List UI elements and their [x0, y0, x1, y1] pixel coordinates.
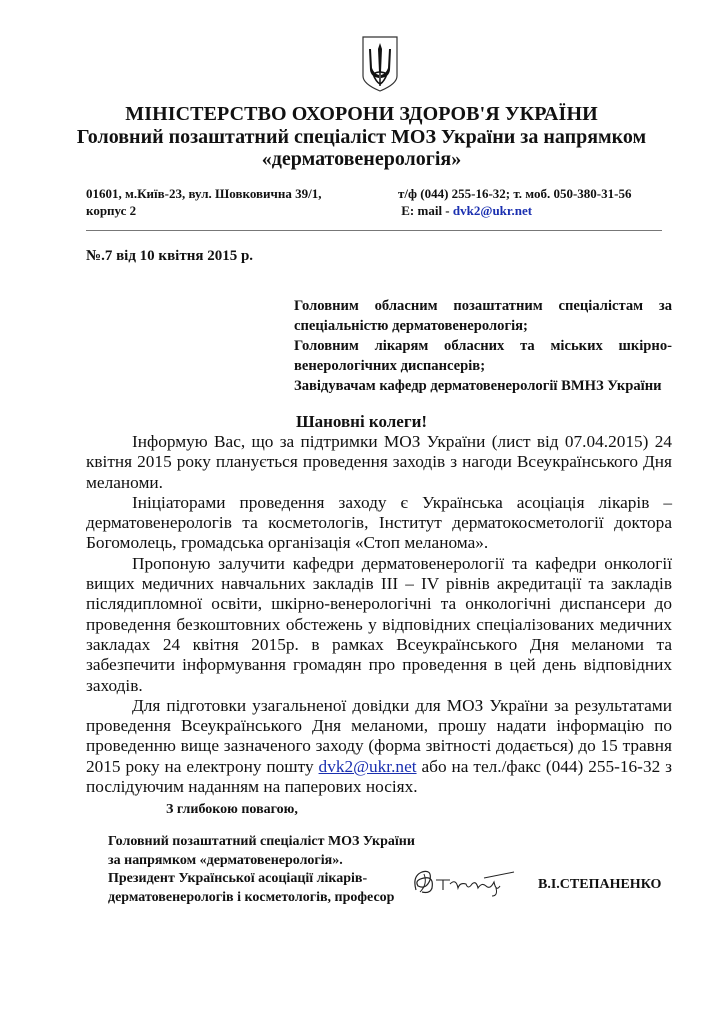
closing-regards: З глибокою повагою,	[166, 802, 298, 817]
email-label: E: mail -	[401, 203, 453, 218]
signatory-title-line: Президент Української асоціації лікарів-	[108, 871, 368, 886]
letter-body	[86, 432, 672, 797]
specialty-title: «дерматовенерологія»	[261, 148, 462, 170]
address-line-1: 01601, м.Київ-23, вул. Шовковична 39/1,	[86, 186, 322, 201]
body-paragraph: Ініціаторами проведення заходу є Українська асоціація лікарів – дерматовенерологів та косметологів, Інститут дерматокосметології доктора Богомолець, громадська організація «Стоп меланома».	[86, 492, 672, 553]
signer-name: В.І.СТЕПАНЕНКО	[538, 877, 662, 892]
signatory-title-line: дерматовенерологів і косметологів, професор	[108, 889, 395, 905]
signatory-title-line: за напрямком «дерматовенерологія».	[108, 852, 343, 868]
body-paragraph-request	[86, 696, 672, 797]
recipient-item: Завідувачам кафедр дерматовенерології ВМНЗ України	[294, 378, 662, 394]
greeting: Шановні колеги!	[295, 412, 428, 431]
recipient-item: Головним обласним позаштатним спеціалістам за спеціальністю дерматовенерологія;	[294, 298, 672, 334]
handwritten-signature	[410, 866, 520, 898]
contacts-block	[398, 185, 631, 219]
email-link[interactable]: dvk2@ukr.net	[452, 203, 533, 218]
header-separator	[86, 230, 662, 231]
recipients-block	[294, 296, 672, 396]
signatory-title-block	[108, 833, 415, 907]
coat-of-arms-emblem-icon	[360, 34, 400, 94]
ministry-title: МІНІСТЕРСТВО ОХОРОНИ ЗДОРОВ'Я УКРАЇНИ	[125, 103, 598, 125]
body-paragraph: Інформую Вас, що за підтримки МОЗ України (лист від 07.04.2015) 24 квітня 2015 року планується проведення заходів з нагоди Всеукраїнського Дня меланоми.	[86, 432, 672, 492]
recipient-item: Головним лікарям обласних та міських шкірно-венерологічних диспансерів;	[294, 338, 672, 374]
address-block	[86, 185, 321, 219]
email-link-body[interactable]: dvk2@ukr.net	[318, 756, 417, 776]
request-text-after: або на тел./факс (044) 255-16-32 з послідуючим наданням на паперових носіях.	[86, 756, 672, 797]
document-number-date: №.7 від 10 квітня 2015 р.	[86, 248, 254, 264]
body-paragraph: Пропоную залучити кафедри дерматовенерології та кафедри онкології вищих медичних навчальних закладів ІІІ – ІV рівнів акредитації та закладів післядипломної освіти, шкірно-венерологічні та онкологічні диспансери до проведення безкоштовних обстежень у відповідних спеціалізованих медичних закладах 24 квітня 2015р. в рамках Всеукраїнського Дня меланоми та забезпечити інформування громадян про проведення в цей день відповідних заходів.	[86, 553, 672, 695]
phone-numbers: т/ф (044) 255-16-32; т. моб. 050-380-31-56	[398, 186, 632, 201]
request-text-before: Для підготовки узагальненої довідки для МОЗ України за результатами проведення Всеукраїнського Дня меланоми, прошу надати інформацію по проведенню вище зазначеного заходу (форма звітності додається) до 15 травня 2015 року на електрону пошту	[86, 695, 672, 776]
signatory-title-line: Головний позаштатний спеціаліст МОЗ України	[108, 834, 415, 849]
email-line	[398, 202, 631, 219]
position-title: Головний позаштатний спеціаліст МОЗ України за напрямком	[76, 126, 647, 148]
address-line-2: корпус 2	[86, 203, 137, 218]
